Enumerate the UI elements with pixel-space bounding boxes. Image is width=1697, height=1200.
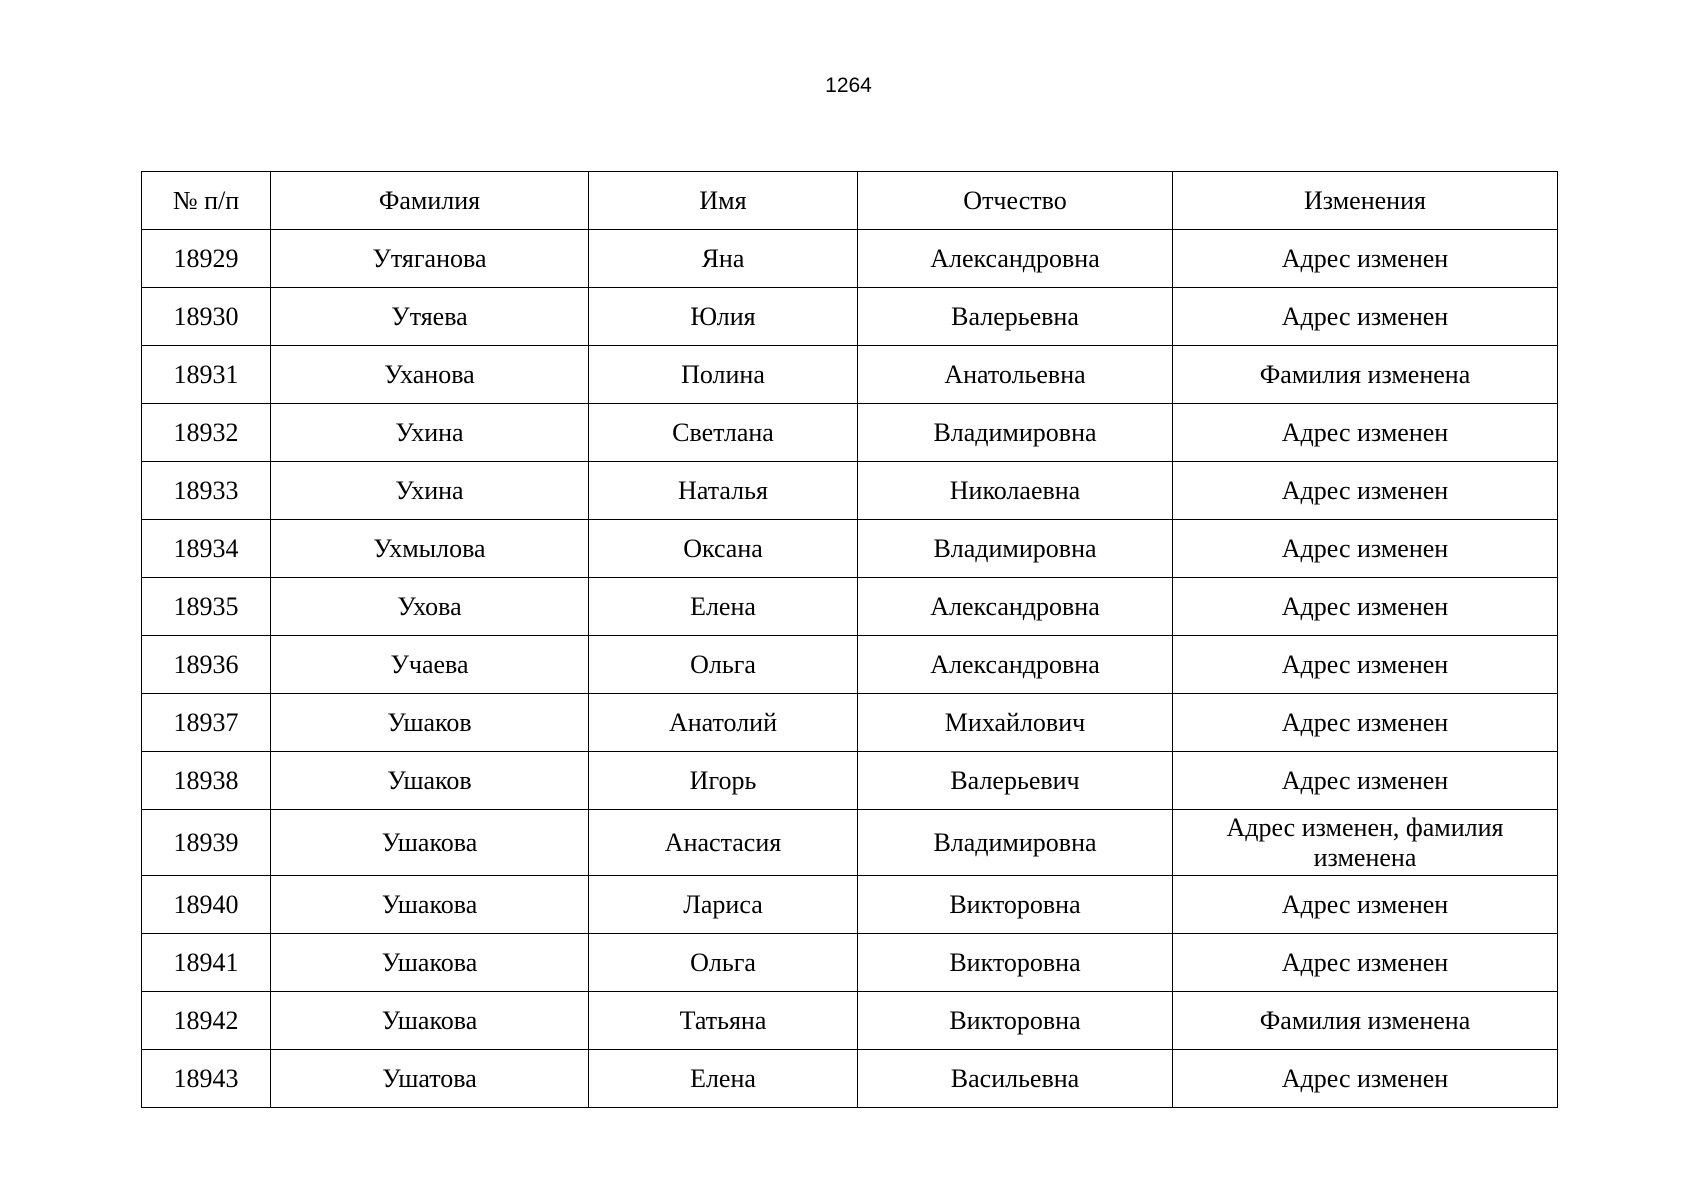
cell-patronymic: Николаевна — [858, 462, 1173, 520]
cell-surname: Ушакова — [271, 934, 589, 992]
cell-changes: Адрес изменен — [1173, 636, 1558, 694]
table-row — [142, 934, 1558, 992]
table-header-row — [142, 172, 1558, 230]
cell-patronymic: Александровна — [858, 578, 1173, 636]
cell-changes: Адрес изменен — [1173, 288, 1558, 346]
cell-patronymic: Михайлович — [858, 694, 1173, 752]
cell-name: Елена — [589, 578, 858, 636]
cell-patronymic: Владимировна — [858, 404, 1173, 462]
cell-name: Полина — [589, 346, 858, 404]
cell-changes: Адрес изменен — [1173, 520, 1558, 578]
table-row — [142, 520, 1558, 578]
cell-name: Анатолий — [589, 694, 858, 752]
cell-changes: Адрес изменен — [1173, 404, 1558, 462]
cell-name: Игорь — [589, 752, 858, 810]
cell-surname: Ушаков — [271, 752, 589, 810]
cell-number: 18932 — [142, 404, 271, 462]
header-name: Имя — [589, 172, 858, 230]
records-table — [141, 171, 1558, 1108]
header-number: № п/п — [142, 172, 271, 230]
page-number: 1264 — [825, 74, 872, 97]
cell-name: Наталья — [589, 462, 858, 520]
cell-surname: Ушакова — [271, 810, 589, 876]
cell-changes: Адрес изменен — [1173, 578, 1558, 636]
cell-changes: Адрес изменен — [1173, 462, 1558, 520]
header-changes: Изменения — [1173, 172, 1558, 230]
table-row — [142, 462, 1558, 520]
cell-number: 18939 — [142, 810, 271, 876]
cell-name: Светлана — [589, 404, 858, 462]
cell-surname: Утяева — [271, 288, 589, 346]
table-row — [142, 230, 1558, 288]
cell-name: Оксана — [589, 520, 858, 578]
cell-surname: Учаева — [271, 636, 589, 694]
table-row — [142, 1050, 1558, 1108]
cell-number: 18930 — [142, 288, 271, 346]
cell-changes: Фамилия изменена — [1173, 992, 1558, 1050]
cell-surname: Ушакова — [271, 876, 589, 934]
table-row — [142, 694, 1558, 752]
cell-surname: Уханова — [271, 346, 589, 404]
cell-number: 18940 — [142, 876, 271, 934]
cell-number: 18942 — [142, 992, 271, 1050]
cell-number: 18935 — [142, 578, 271, 636]
cell-surname: Утяганова — [271, 230, 589, 288]
cell-surname: Ухмылова — [271, 520, 589, 578]
cell-surname: Ушакова — [271, 992, 589, 1050]
table-row — [142, 752, 1558, 810]
cell-patronymic: Валерьевич — [858, 752, 1173, 810]
cell-name: Юлия — [589, 288, 858, 346]
header-surname: Фамилия — [271, 172, 589, 230]
cell-changes: Фамилия изменена — [1173, 346, 1558, 404]
cell-patronymic: Александровна — [858, 636, 1173, 694]
cell-number: 18929 — [142, 230, 271, 288]
cell-name: Татьяна — [589, 992, 858, 1050]
cell-surname: Ушатова — [271, 1050, 589, 1108]
cell-changes: Адрес изменен — [1173, 1050, 1558, 1108]
table-row — [142, 636, 1558, 694]
cell-surname: Ухина — [271, 462, 589, 520]
cell-surname: Ушаков — [271, 694, 589, 752]
cell-patronymic: Васильевна — [858, 1050, 1173, 1108]
cell-surname: Ухина — [271, 404, 589, 462]
cell-patronymic: Владимировна — [858, 810, 1173, 876]
table-row — [142, 578, 1558, 636]
cell-patronymic: Владимировна — [858, 520, 1173, 578]
cell-surname: Ухова — [271, 578, 589, 636]
cell-number: 18933 — [142, 462, 271, 520]
cell-name: Яна — [589, 230, 858, 288]
table-row — [142, 404, 1558, 462]
cell-number: 18936 — [142, 636, 271, 694]
cell-patronymic: Александровна — [858, 230, 1173, 288]
cell-patronymic: Валерьевна — [858, 288, 1173, 346]
header-patronymic: Отчество — [858, 172, 1173, 230]
cell-name: Ольга — [589, 934, 858, 992]
cell-patronymic: Викторовна — [858, 876, 1173, 934]
table-row — [142, 876, 1558, 934]
cell-number: 18943 — [142, 1050, 271, 1108]
cell-changes: Адрес изменен, фамилия изменена — [1173, 810, 1558, 876]
cell-name: Лариса — [589, 876, 858, 934]
table-row — [142, 288, 1558, 346]
cell-number: 18934 — [142, 520, 271, 578]
cell-number: 18937 — [142, 694, 271, 752]
cell-changes: Адрес изменен — [1173, 876, 1558, 934]
cell-number: 18941 — [142, 934, 271, 992]
cell-changes: Адрес изменен — [1173, 230, 1558, 288]
cell-patronymic: Анатольевна — [858, 346, 1173, 404]
cell-name: Елена — [589, 1050, 858, 1108]
cell-number: 18931 — [142, 346, 271, 404]
cell-changes: Адрес изменен — [1173, 694, 1558, 752]
cell-number: 18938 — [142, 752, 271, 810]
cell-patronymic: Викторовна — [858, 934, 1173, 992]
table-row — [142, 992, 1558, 1050]
table-row — [142, 346, 1558, 404]
cell-name: Анастасия — [589, 810, 858, 876]
cell-name: Ольга — [589, 636, 858, 694]
table-row — [142, 810, 1558, 876]
cell-changes: Адрес изменен — [1173, 752, 1558, 810]
cell-changes: Адрес изменен — [1173, 934, 1558, 992]
cell-patronymic: Викторовна — [858, 992, 1173, 1050]
